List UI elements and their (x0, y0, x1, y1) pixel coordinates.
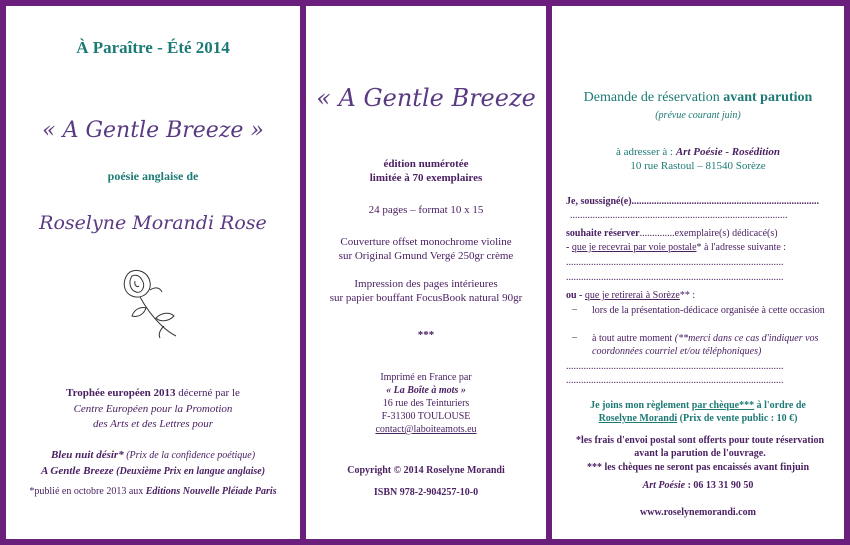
subtitle: poésie anglaise de (107, 169, 199, 183)
payment-payee: Roselyne Morandi (598, 413, 678, 424)
award-1-note: (Prix de la confidence poétique) (123, 450, 256, 461)
trophy-title: Trophée européen 2013 (66, 387, 176, 399)
contact-line (552, 480, 844, 491)
format-info: 24 pages – format 10 x 15 (368, 204, 484, 216)
print-line-2: sur papier bouffant FocusBook natural 90gr (329, 292, 523, 304)
payment-line-2 (552, 413, 844, 424)
edition-line-2: limitée à 70 exemplaires (369, 172, 483, 184)
award-2 (6, 465, 300, 477)
contact-phone: : 06 13 31 90 50 (685, 480, 754, 491)
centre-line-1: Centre Européen pour la Promotion (73, 403, 233, 415)
contact-field-2[interactable]: ....................................................................................... (566, 375, 784, 386)
payment-start: Je joins mon règlement (590, 400, 692, 411)
book-title-large: « A Gentle Breeze (316, 84, 536, 112)
contact-label: Art Poésie (642, 480, 686, 491)
footnote-publisher: Editions Nouvelle Pléiade Paris (145, 486, 277, 497)
pickup-prefix: ou - (566, 290, 585, 301)
award-1-title: Bleu nuit désir* (50, 449, 124, 461)
book-title: « A Gentle Breeze » (42, 118, 264, 143)
award-1 (6, 449, 300, 461)
pickup-choice-2-start: à tout autre moment (592, 333, 675, 344)
left-panel (6, 6, 300, 539)
author-name: Roselyne Morandi Rose (39, 212, 267, 234)
address-street: 10 rue Rastoul – 81540 Sorèze (630, 160, 766, 172)
footnote (6, 486, 300, 497)
award-2-note: (Deuxième Prix en langue anglaise) (113, 466, 266, 477)
reserve-line (566, 228, 834, 239)
reservation-title-bold: avant parution (723, 90, 813, 105)
trophy-line (6, 387, 300, 399)
pickup-option-rest: ** : (679, 290, 696, 301)
edition-line-1: édition numérotée (383, 158, 469, 170)
payment-line-1 (552, 400, 844, 411)
printed-in: Imprimé en France par (380, 372, 472, 383)
pickup-choice-1[interactable]: – lors de la présentation-dédicace organisée à cette occasion (566, 304, 834, 317)
release-heading: À Paraître - Été 2014 (76, 38, 230, 57)
right-panel (552, 6, 844, 539)
print-line-1: Impression des pages intérieures (354, 278, 498, 290)
pickup-option-label: que je retirerai à Sorèze (584, 290, 680, 301)
reservation-subtitle: (prévue courant juin) (655, 110, 741, 121)
pickup-choice-2-note: (**merci dans ce cas d'indiquer vos coordonnées courriel et/ou téléphoniques) (592, 333, 819, 357)
payment-method: par chèque*** (691, 400, 755, 411)
postal-option-label: que je recevrai par voie postale (571, 242, 697, 253)
rose-drawing-icon (116, 264, 186, 339)
printer-email-link[interactable]: contact@laboiteamots.eu (375, 424, 477, 435)
isbn: ISBN 978-2-904257-10-0 (373, 487, 479, 498)
payment-rest: à l'ordre de (754, 400, 806, 411)
postal-address-field-1[interactable]: ....................................................................................... (566, 257, 784, 268)
shipping-note: *les frais d'envoi postal sont offerts pour toute réservation avant la parution de l'ouvrage. (575, 435, 825, 459)
reservation-title-start: Demande de réservation (583, 90, 724, 105)
middle-panel (306, 6, 546, 539)
postal-option (566, 242, 834, 253)
cover-line-2: sur Original Gmund Vergé 250gr crème (338, 250, 514, 262)
separator: *** (417, 329, 435, 341)
postal-prefix: - (566, 242, 572, 253)
website-link[interactable]: www.roselynemorandi.com (640, 507, 756, 518)
postal-address-field-2[interactable]: ....................................................................................... (566, 272, 784, 283)
pickup-option (566, 290, 834, 301)
reserve-label: souhaite réserver (566, 228, 640, 239)
printer-street: 16 rue des Teinturiers (382, 398, 470, 409)
centre-line-2: des Arts et des Lettres pour (92, 418, 214, 430)
award-2-title: A Gentle Breeze (40, 465, 114, 477)
copyright: Copyright © 2014 Roselyne Morandi (347, 465, 505, 476)
trophy-rest: décerné par le (175, 387, 240, 399)
cheque-note: *** les chèques ne seront pas encaissés avant finjuin (586, 462, 810, 473)
printer-city: F-31300 TOULOUSE (381, 411, 471, 422)
cover-line-1: Couverture offset monochrome violine (340, 236, 512, 248)
address-prefix: à adresser à : (615, 146, 676, 158)
signatory-field[interactable]: Je, soussigné(e)........................................................................... (566, 196, 820, 207)
pickup-choice-2-text (592, 332, 834, 358)
reservation-title (552, 90, 844, 106)
pickup-choice-1-text: lors de la présentation-dédicace organisée à cette occasion (592, 305, 825, 316)
address-name: Art Poésie - Rosédition (675, 146, 781, 158)
contact-field-1[interactable]: ....................................................................................... (566, 361, 784, 372)
footnote-text: *publié en octobre 2013 aux (29, 486, 146, 497)
pickup-choice-2[interactable]: – à tout autre moment (**merci dans ce cas d'indiquer vos coordonnées courriel et/ou téléphoniques) (566, 332, 834, 358)
address-line-1 (552, 146, 844, 158)
reserve-quantity-field[interactable]: ..............exemplaire(s) dédicacé(s) (639, 228, 778, 239)
signatory-field-line-2[interactable]: ....................................................................................... (570, 210, 788, 221)
postal-option-rest: * à l'adresse suivante : (696, 242, 787, 253)
payment-price: (Prix de vente public : 10 €) (677, 413, 798, 424)
printer-name: « La Boîte à mots » (386, 385, 466, 396)
